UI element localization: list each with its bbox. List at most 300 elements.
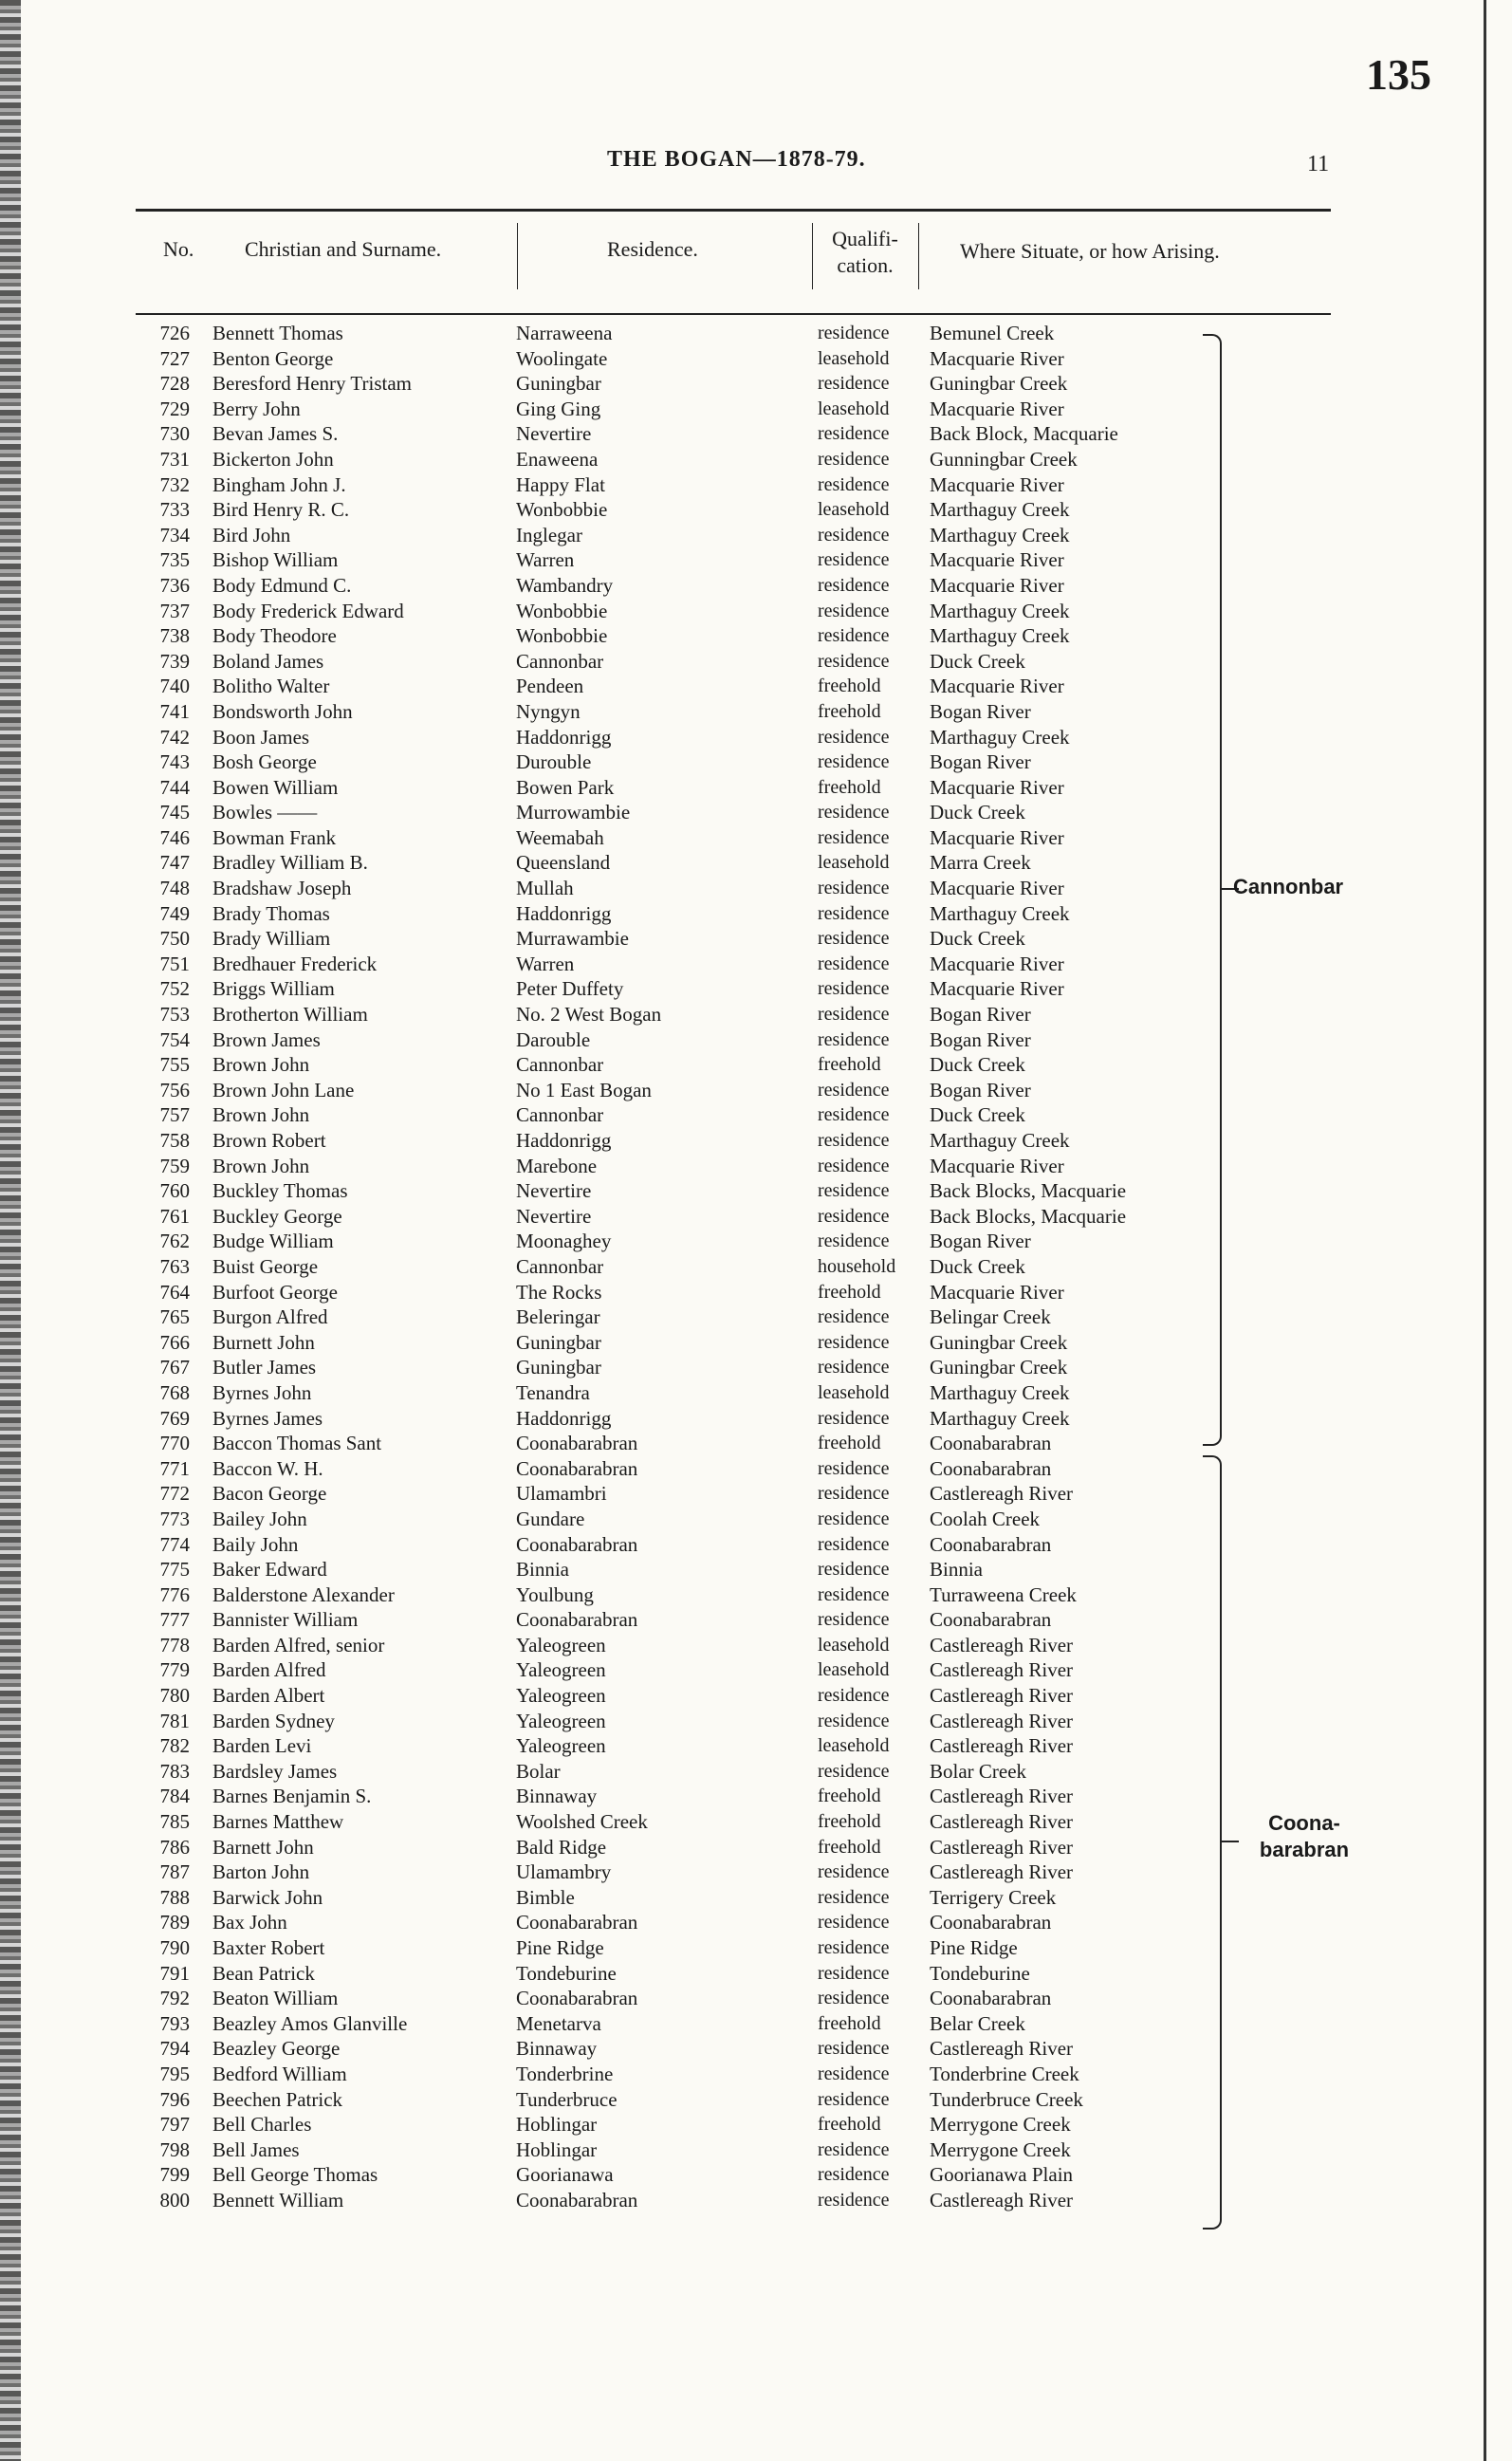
where-situate: Castlereagh River — [930, 1633, 1074, 1656]
entry-number: 738 — [159, 624, 190, 648]
qualification: freehold — [818, 1281, 881, 1303]
voter-name: Barden Levi — [212, 1734, 312, 1758]
where-situate: Duck Creek — [930, 927, 1025, 951]
qualification: residence — [818, 878, 890, 899]
voter-name: Barnett John — [212, 1835, 314, 1859]
residence: Ulamambri — [516, 1482, 607, 1506]
qualification: leasehold — [818, 1659, 890, 1681]
where-situate: Macquarie River — [930, 977, 1064, 1001]
entry-number: 771 — [159, 1456, 190, 1480]
qualification: residence — [818, 1583, 890, 1605]
voter-name: Baccon W. H. — [212, 1456, 323, 1480]
entry-number: 747 — [159, 851, 190, 875]
qualification: residence — [818, 473, 890, 495]
qualification: leasehold — [818, 1735, 890, 1757]
residence: Bimble — [516, 1885, 575, 1909]
where-situate: Merrygone Creek — [930, 2137, 1071, 2161]
residence: Warren — [516, 548, 575, 572]
residence: Bald Ridge — [516, 1835, 607, 1859]
residence: Ulamambry — [516, 1860, 612, 1884]
qualification: freehold — [818, 2012, 881, 2034]
entry-number: 736 — [159, 573, 190, 597]
table-row — [0, 2112, 1512, 2137]
table-row — [0, 447, 1512, 472]
table-row — [0, 2011, 1512, 2037]
where-situate: Marthaguy Creek — [930, 1380, 1070, 1404]
where-situate: Castlereagh River — [930, 1684, 1074, 1708]
table-row — [0, 599, 1512, 624]
sheet-number: 11 — [1307, 152, 1330, 176]
voter-name: Beaton William — [212, 1987, 339, 2010]
residence: Beleringar — [516, 1305, 600, 1329]
residence: Yaleogreen — [516, 1734, 606, 1758]
voter-name: Buckley Thomas — [212, 1179, 348, 1203]
voter-name: Brady William — [212, 927, 331, 951]
table-row — [0, 901, 1512, 927]
table-row — [0, 2062, 1512, 2087]
qualification: residence — [818, 902, 890, 924]
voter-name: Bingham John J. — [212, 472, 346, 496]
qualification: residence — [818, 625, 890, 647]
table-row — [0, 1002, 1512, 1027]
voter-name: Brown John — [212, 1103, 310, 1127]
entry-number: 745 — [159, 801, 190, 824]
voter-name: Burgon Alfred — [212, 1305, 328, 1329]
residence: Ging Ging — [516, 397, 601, 420]
qualification: residence — [818, 1861, 890, 1883]
where-situate: Macquarie River — [930, 548, 1064, 572]
voter-name: Brown John — [212, 1053, 310, 1077]
entry-number: 773 — [159, 1507, 190, 1530]
qualification: leasehold — [818, 499, 890, 521]
residence: Cannonbar — [516, 649, 604, 673]
voter-name: Boon James — [212, 725, 310, 749]
header-residence: Residence. — [607, 237, 698, 261]
where-situate: Castlereagh River — [930, 2037, 1074, 2061]
column-separator — [517, 223, 518, 289]
qualification: residence — [818, 1533, 890, 1555]
residence: Warren — [516, 952, 575, 975]
residence: Murrowambie — [516, 801, 631, 824]
qualification: residence — [818, 1483, 890, 1505]
district-label-cannonbar: Cannonbar — [1233, 875, 1344, 898]
qualification: residence — [818, 2189, 890, 2211]
qualification: freehold — [818, 1054, 881, 1076]
entry-number: 774 — [159, 1532, 190, 1556]
table-row — [0, 749, 1512, 775]
table-row — [0, 926, 1512, 952]
where-situate: Guningbar Creek — [930, 1356, 1068, 1379]
qualification: residence — [818, 1609, 890, 1631]
table-row — [0, 725, 1512, 750]
table-row — [0, 1657, 1512, 1683]
table-row — [0, 1229, 1512, 1254]
where-situate: Macquarie River — [930, 952, 1064, 975]
entry-number: 784 — [159, 1785, 190, 1808]
residence: Menetarva — [516, 2011, 601, 2035]
entry-number: 756 — [159, 1078, 190, 1101]
qualification: freehold — [818, 776, 881, 798]
qualification: leasehold — [818, 852, 890, 874]
qualification: residence — [818, 2164, 890, 2186]
where-situate: Back Block, Macquarie — [930, 422, 1118, 446]
qualification: freehold — [818, 2114, 881, 2136]
where-situate: Back Blocks, Macquarie — [930, 1179, 1127, 1203]
qualification: residence — [818, 1230, 890, 1252]
voter-name: Bird Henry R. C. — [212, 498, 350, 522]
residence: Bolar — [516, 1759, 561, 1783]
header-top-rule — [136, 209, 1331, 212]
residence: Woolshed Creek — [516, 1810, 648, 1834]
voter-name: Barden Alfred, senior — [212, 1633, 385, 1656]
entry-number: 742 — [159, 725, 190, 749]
residence: Yaleogreen — [516, 1658, 606, 1682]
where-situate: Coonabarabran — [930, 1911, 1052, 1934]
voter-name: Bolitho Walter — [212, 675, 330, 698]
residence: Binnaway — [516, 1785, 598, 1808]
voter-name: Bickerton John — [212, 447, 334, 471]
where-situate: Macquarie River — [930, 877, 1064, 900]
table-row — [0, 1052, 1512, 1078]
residence: Haddonrigg — [516, 1129, 612, 1152]
table-row — [0, 1633, 1512, 1658]
voter-name: Bosh George — [212, 750, 317, 774]
residence: Wonbobbie — [516, 624, 608, 648]
entry-number: 782 — [159, 1734, 190, 1758]
where-situate: Castlereagh River — [930, 1810, 1074, 1834]
where-situate: Castlereagh River — [930, 1860, 1074, 1884]
residence: Yaleogreen — [516, 1633, 606, 1656]
qualification: residence — [818, 1886, 890, 1908]
entry-number: 779 — [159, 1658, 190, 1682]
residence: Inglegar — [516, 523, 582, 546]
where-situate: Coonabarabran — [930, 1608, 1052, 1632]
entry-number: 757 — [159, 1103, 190, 1127]
entry-number: 796 — [159, 2087, 190, 2111]
table-row — [0, 2137, 1512, 2163]
voter-name: Beechen Patrick — [212, 2087, 343, 2111]
electoral-roll-table — [0, 321, 1512, 2213]
residence: Pine Ridge — [516, 1936, 604, 1959]
residence: Yaleogreen — [516, 1709, 606, 1732]
where-situate: Terrigery Creek — [930, 1885, 1057, 1909]
table-row — [0, 1254, 1512, 1280]
where-situate: Duck Creek — [930, 1103, 1025, 1127]
residence: Tonderbrine — [516, 2062, 614, 2085]
qualification: residence — [818, 2063, 890, 2084]
residence: Goorianawa — [516, 2163, 614, 2187]
table-row — [0, 1532, 1512, 1558]
voter-name: Body Theodore — [212, 624, 337, 648]
where-situate: Back Blocks, Macquarie — [930, 1204, 1127, 1228]
voter-name: Barden Alfred — [212, 1658, 326, 1682]
residence: Peter Duffety — [516, 977, 624, 1001]
voter-name: Barwick John — [212, 1885, 323, 1909]
residence: Tondeburine — [516, 1961, 617, 1985]
voter-name: Bannister William — [212, 1608, 359, 1632]
table-row — [0, 1406, 1512, 1432]
table-row — [0, 2036, 1512, 2062]
qualification: residence — [818, 826, 890, 848]
qualification: residence — [818, 1988, 890, 2009]
qualification: residence — [818, 1962, 890, 1984]
table-row — [0, 1607, 1512, 1633]
qualification: residence — [818, 1155, 890, 1176]
table-row — [0, 850, 1512, 876]
voter-name: Burnett John — [212, 1330, 315, 1354]
table-row — [0, 1456, 1512, 1482]
table-row — [0, 649, 1512, 675]
entry-number: 798 — [159, 2137, 190, 2161]
entry-number: 743 — [159, 750, 190, 774]
entry-number: 789 — [159, 1911, 190, 1934]
where-situate: Marthaguy Creek — [930, 498, 1070, 522]
residence: Gundare — [516, 1507, 585, 1530]
qualification: residence — [818, 574, 890, 596]
where-situate: Bogan River — [930, 1230, 1031, 1253]
entry-number: 793 — [159, 2011, 190, 2035]
voter-name: Butler James — [212, 1356, 317, 1379]
where-situate: Binnia — [930, 1558, 983, 1582]
voter-name: Brown Robert — [212, 1129, 326, 1152]
where-situate: Duck Creek — [930, 801, 1025, 824]
voter-name: Bennett Thomas — [212, 322, 343, 344]
where-situate: Goorianawa Plain — [930, 2163, 1074, 2187]
table-row — [0, 371, 1512, 397]
entry-number: 751 — [159, 952, 190, 975]
entry-number: 770 — [159, 1432, 190, 1455]
qualification: freehold — [818, 700, 881, 722]
residence: Tunderbruce — [516, 2087, 618, 2111]
qualification: residence — [818, 751, 890, 773]
residence: Nevertire — [516, 1204, 592, 1228]
residence: Haddonrigg — [516, 725, 612, 749]
table-row — [0, 321, 1512, 346]
voter-name: Bailey John — [212, 1507, 307, 1530]
residence: No. 2 West Bogan — [516, 1003, 662, 1027]
qualification: residence — [818, 1180, 890, 1202]
table-row — [0, 1154, 1512, 1179]
qualification: residence — [818, 953, 890, 974]
entry-number: 762 — [159, 1230, 190, 1253]
table-row — [0, 547, 1512, 573]
table-row — [0, 825, 1512, 851]
qualification: residence — [818, 549, 890, 571]
residence: Mullah — [516, 877, 574, 900]
qualification: residence — [818, 524, 890, 546]
voter-name: Beazley George — [212, 2037, 341, 2061]
where-situate: Castlereagh River — [930, 2188, 1074, 2211]
voter-name: Berry John — [212, 397, 301, 420]
residence: Cannonbar — [516, 1053, 604, 1077]
table-row — [0, 1961, 1512, 1987]
entry-number: 731 — [159, 447, 190, 471]
where-situate: Pine Ridge — [930, 1936, 1018, 1959]
residence: Binnaway — [516, 2037, 598, 2061]
where-situate: Macquarie River — [930, 675, 1064, 698]
table-row — [0, 1507, 1512, 1532]
entry-number: 754 — [159, 1027, 190, 1051]
voter-name: Baker Edward — [212, 1558, 327, 1582]
column-separator — [918, 223, 919, 289]
qualification: residence — [818, 928, 890, 950]
where-situate: Duck Creek — [930, 1254, 1025, 1278]
where-situate: Tonderbrine Creek — [930, 2062, 1079, 2085]
residence: Queensland — [516, 851, 611, 875]
where-situate: Marthaguy Creek — [930, 523, 1070, 546]
table-row — [0, 497, 1512, 523]
residence: Youlbung — [516, 1582, 594, 1606]
voter-name: Barden Albert — [212, 1684, 325, 1708]
entry-number: 790 — [159, 1936, 190, 1959]
district-brace-cannonbar — [1203, 334, 1222, 1446]
residence: Nevertire — [516, 1179, 592, 1203]
table-row — [0, 1759, 1512, 1785]
entry-number: 800 — [159, 2188, 190, 2211]
where-situate: Marra Creek — [930, 851, 1031, 875]
residence: Darouble — [516, 1027, 591, 1051]
entry-number: 778 — [159, 1633, 190, 1656]
where-situate: Castlereagh River — [930, 1658, 1074, 1682]
where-situate: Macquarie River — [930, 1280, 1064, 1304]
qualification: residence — [818, 2038, 890, 2060]
where-situate: Guningbar Creek — [930, 1330, 1068, 1354]
qualification: residence — [818, 1004, 890, 1026]
where-situate: Marthaguy Creek — [930, 901, 1070, 925]
where-situate: Coonabarabran — [930, 1432, 1052, 1455]
entry-number: 758 — [159, 1129, 190, 1152]
qualification: residence — [818, 650, 890, 672]
entry-number: 766 — [159, 1330, 190, 1354]
voter-name: Body Frederick Edward — [212, 599, 404, 622]
voter-name: Beazley Amos Glanville — [212, 2011, 408, 2035]
table-row — [0, 2188, 1512, 2213]
header-where: Where Situate, or how Arising. — [960, 239, 1220, 263]
voter-name: Brotherton William — [212, 1003, 368, 1027]
entry-number: 786 — [159, 1835, 190, 1859]
voter-name: Barnes Matthew — [212, 1810, 344, 1834]
entry-number: 740 — [159, 675, 190, 698]
running-head: THE BOGAN—1878-79. — [607, 147, 866, 172]
residence: Tenandra — [516, 1380, 590, 1404]
voter-name: Bowen William — [212, 775, 339, 799]
residence: Coonabarabran — [516, 1456, 638, 1480]
residence: Hoblingar — [516, 2113, 598, 2137]
residence: Woolingate — [516, 346, 608, 370]
table-row — [0, 346, 1512, 372]
residence: Marebone — [516, 1154, 598, 1177]
where-situate: Belar Creek — [930, 2011, 1025, 2035]
table-row — [0, 2087, 1512, 2113]
residence: Coonabarabran — [516, 1432, 638, 1455]
voter-name: Barden Sydney — [212, 1709, 335, 1732]
entry-number: 755 — [159, 1053, 190, 1077]
qualification: household — [818, 1255, 896, 1277]
qualification: residence — [818, 726, 890, 748]
where-situate: Duck Creek — [930, 1053, 1025, 1077]
qualification: residence — [818, 323, 890, 343]
table-row — [0, 1305, 1512, 1330]
residence: Cannonbar — [516, 1103, 604, 1127]
voter-name: Burfoot George — [212, 1280, 338, 1304]
qualification: leasehold — [818, 1381, 890, 1403]
qualification: leasehold — [818, 347, 890, 369]
residence: Haddonrigg — [516, 1406, 612, 1430]
where-situate: Macquarie River — [930, 1154, 1064, 1177]
table-row — [0, 421, 1512, 447]
qualification: leasehold — [818, 1634, 890, 1656]
table-row — [0, 1709, 1512, 1734]
residence: Coonabarabran — [516, 1987, 638, 2010]
qualification: freehold — [818, 1786, 881, 1807]
entry-number: 739 — [159, 649, 190, 673]
entry-number: 791 — [159, 1961, 190, 1985]
table-row — [0, 1683, 1512, 1709]
table-row — [0, 1078, 1512, 1103]
where-situate: Macquarie River — [930, 775, 1064, 799]
qualification: residence — [818, 1028, 890, 1050]
residence: Coonabarabran — [516, 2188, 638, 2211]
where-situate: Bogan River — [930, 1078, 1031, 1101]
entry-number: 775 — [159, 1558, 190, 1582]
entry-number: 726 — [159, 322, 190, 344]
entry-number: 781 — [159, 1709, 190, 1732]
column-separator — [812, 223, 813, 289]
voter-name: Barton John — [212, 1860, 310, 1884]
residence: Hoblingar — [516, 2137, 598, 2161]
qualification: residence — [818, 802, 890, 823]
where-situate: Marthaguy Creek — [930, 599, 1070, 622]
voter-name: Brown John — [212, 1154, 310, 1177]
residence: Nyngyn — [516, 699, 581, 723]
table-row — [0, 976, 1512, 1002]
voter-name: Bevan James S. — [212, 422, 339, 446]
table-row — [0, 1557, 1512, 1582]
table-row — [0, 1733, 1512, 1759]
qualification: residence — [818, 1760, 890, 1782]
entry-number: 741 — [159, 699, 190, 723]
voter-name: Bardsley James — [212, 1759, 338, 1783]
where-situate: Macquarie River — [930, 573, 1064, 597]
where-situate: Macquarie River — [930, 346, 1064, 370]
qualification: residence — [818, 1357, 890, 1379]
where-situate: Castlereagh River — [930, 1482, 1074, 1506]
entry-number: 772 — [159, 1482, 190, 1506]
table-row — [0, 1355, 1512, 1380]
entry-number: 763 — [159, 1254, 190, 1278]
residence: Yaleogreen — [516, 1684, 606, 1708]
entry-number: 767 — [159, 1356, 190, 1379]
qualification: residence — [818, 1130, 890, 1151]
where-situate: Castlereagh River — [930, 1785, 1074, 1808]
where-situate: Marthaguy Creek — [930, 1406, 1070, 1430]
qualification: residence — [818, 2088, 890, 2110]
entry-number: 735 — [159, 548, 190, 572]
voter-name: Briggs William — [212, 977, 335, 1001]
entry-number: 734 — [159, 523, 190, 546]
entry-number: 776 — [159, 1582, 190, 1606]
qualification: residence — [818, 448, 890, 470]
entry-number: 730 — [159, 422, 190, 446]
page-number: 135 — [1366, 50, 1431, 99]
where-situate: Bemunel Creek — [930, 322, 1055, 344]
entry-number: 787 — [159, 1860, 190, 1884]
voter-name: Beresford Henry Tristam — [212, 372, 412, 396]
where-situate: Coolah Creek — [930, 1507, 1041, 1530]
entry-number: 788 — [159, 1885, 190, 1909]
voter-name: Bredhauer Frederick — [212, 952, 378, 975]
header-no: No. — [163, 237, 194, 261]
